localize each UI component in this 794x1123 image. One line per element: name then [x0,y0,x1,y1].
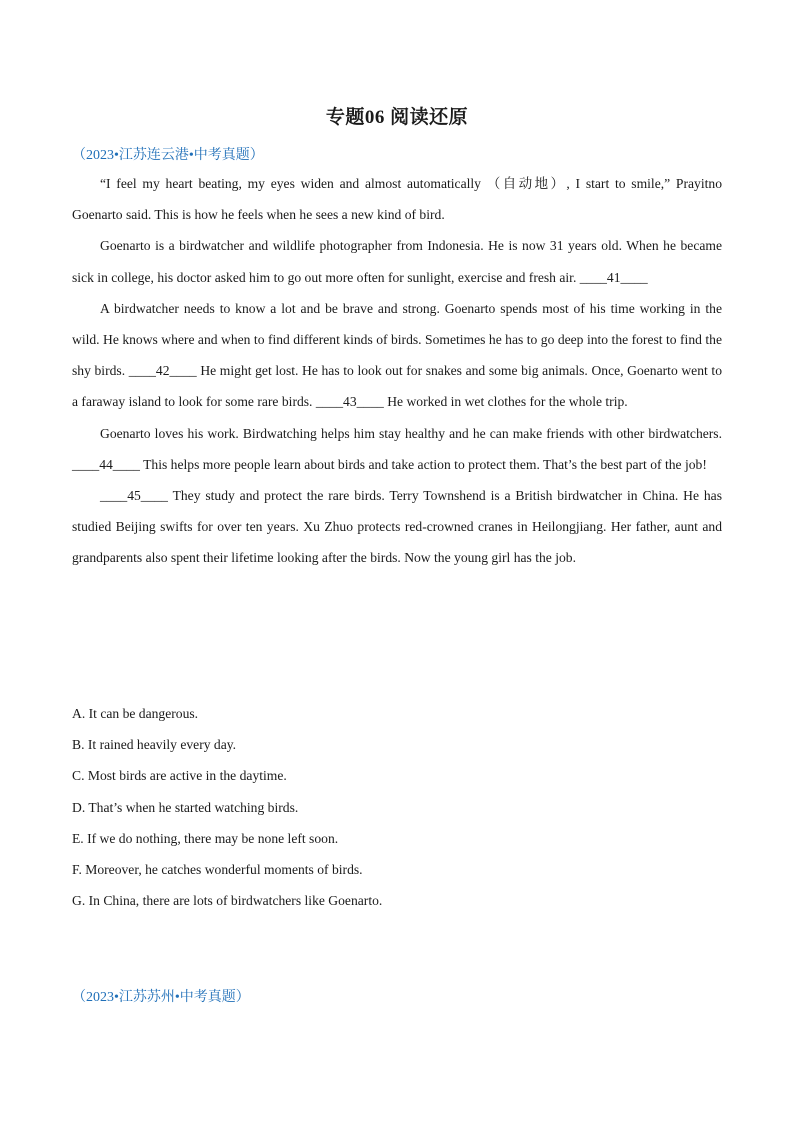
answer-option: G. In China, there are lots of birdwatchers like Goenarto. [72,893,383,909]
question-source-label: （2023•江苏连云港•中考真题） [72,148,264,163]
answer-option: C. Most birds are active in the daytime. [72,768,287,784]
passage-paragraph: Goenarto is a birdwatcher and wildlife photographer from Indonesia. He is now 31 years old. When he became sick in college, his doctor asked him to go out more often for sunlight, exercise and fresh air. ____41____ [72,238,722,285]
answer-option: E. If we do nothing, there may be none left soon. [72,830,339,846]
passage-paragraph: “I feel my heart beating, my eyes widen and almost automatically （自动地）, I start to smile,” Prayitno Goenarto said. This is how he feels when he sees a new kind of bird. [72,176,722,223]
answer-options-list [72,698,722,916]
page-title: 专题06 阅读还原 [325,107,469,128]
passage-paragraph: ____45____ They study and protect the rare birds. Terry Townshend is a British birdwatcher in China. He has studied Beijing swifts for over ten years. Xu Zhuo protects red-crowned cranes in Heilongjiang. Her father, aunt and grandparents also spent their lifetime looking after the birds. Now the young girl has the job. [72,488,722,566]
answer-option: D. That’s when he started watching birds. [72,799,299,815]
answer-option: F. Moreover, he catches wonderful moments of birds. [72,862,363,878]
answer-option: A. It can be dangerous. [72,706,199,721]
passage-paragraph: A birdwatcher needs to know a lot and be brave and strong. Goenarto spends most of his time working in the wild. He knows where and when to find different kinds of birds. Sometimes he has to go deep into the forest to find the shy birds. ____42____ He might get lost. He has to look out for snakes and some big animals. Once, Goenarto went to a faraway island to look for some rare birds. ____43____ He worked in wet clothes for the whole trip. [72,300,722,410]
passage-paragraph: Goenarto loves his work. Birdwatching helps him stay healthy and he can make friends with other birdwatchers. ____44____ This helps more people learn about birds and take action to protect them. That’s the best part of the job! [72,425,722,472]
reading-passage [72,168,722,574]
answer-option: B. It rained heavily every day. [72,737,237,753]
question-source-label: （2023•江苏苏州•中考真题） [72,990,250,1005]
